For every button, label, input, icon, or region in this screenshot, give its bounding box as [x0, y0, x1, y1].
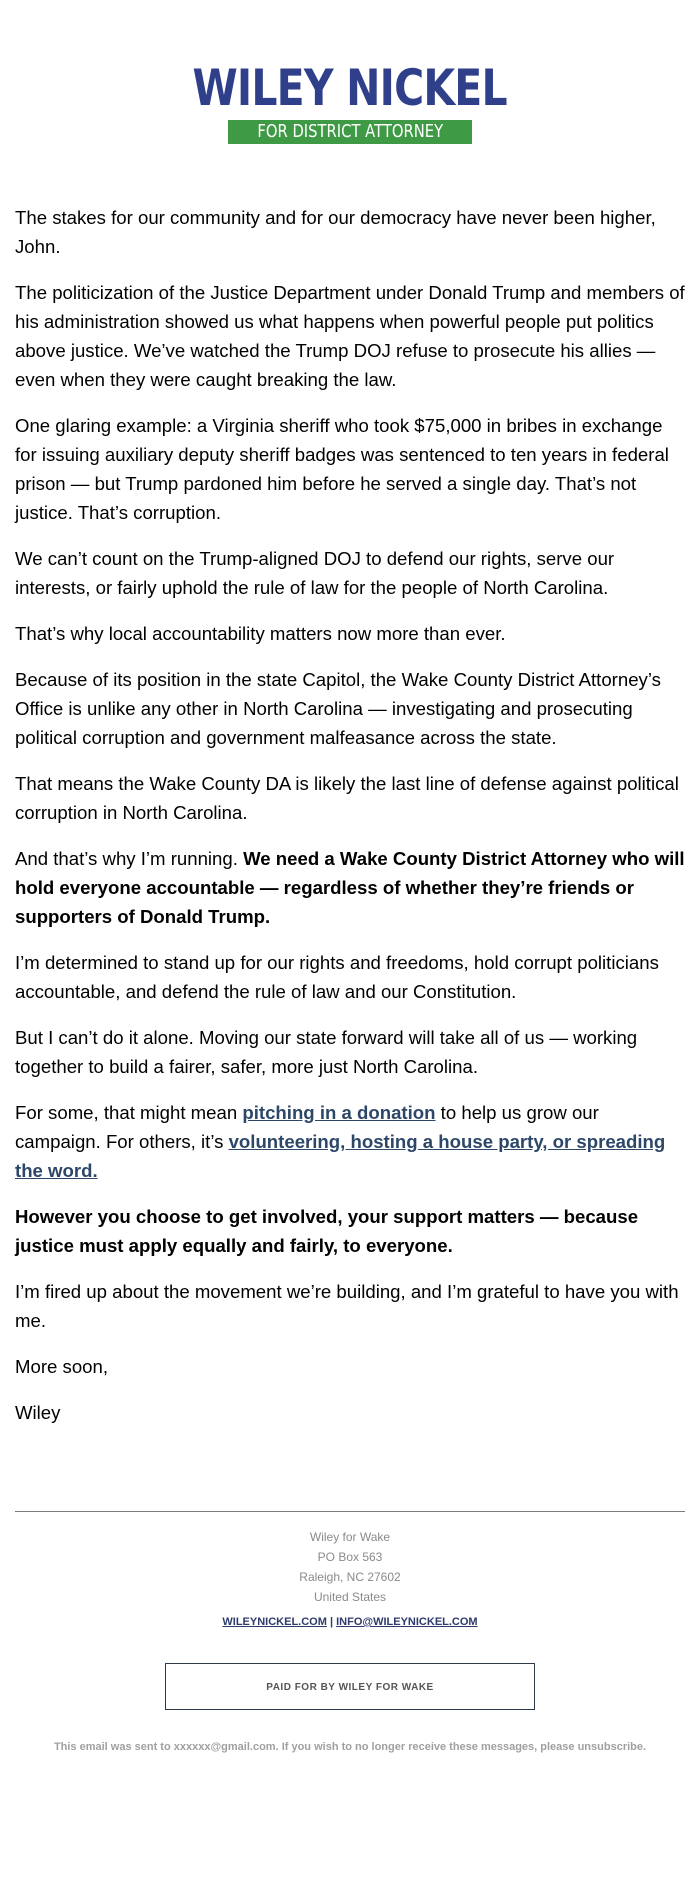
unsubscribe-notice[interactable]: This email was sent to xxxxxx@gmail.com. If you wish to no longer receive these messages, please unsubscribe. [53, 1741, 647, 1753]
paragraph-1: The stakes for our community and for our democracy have never been higher, John. [15, 207, 656, 257]
footer-country: United States [313, 1590, 387, 1604]
paragraph-12-bold: However you choose to get involved, your support matters — because justice must apply equally and fairly, to everyone. [15, 1206, 639, 1256]
email-body [15, 203, 687, 1444]
footer-po-box: PO Box 563 [317, 1550, 383, 1564]
paragraph-11-text-a: For some, that might mean [15, 1102, 243, 1123]
paragraph-5: That’s why local accountability matters now more than ever. [15, 623, 506, 644]
donation-link[interactable]: pitching in a donation [242, 1102, 436, 1123]
paragraph-8-bold: We need a Wake County District Attorney who will hold everyone accountable — regardless of whether they’re friends or supporters of Donald Trump. [15, 848, 685, 927]
paragraph-3: One glaring example: a Virginia sheriff who took $75,000 in bribes in exchange for issuing auxiliary deputy sheriff badges was sentenced to ten years in federal prison — but Trump pardoned him before he served a single day. That’s not justice. That’s corruption. [15, 415, 669, 523]
footer-org: Wiley for Wake [309, 1530, 391, 1544]
paragraph-4: We can’t count on the Trump-aligned DOJ to defend our rights, serve our interests, or fairly uphold the rule of law for the people of North Carolina. [15, 548, 615, 598]
paragraph-10: But I can’t do it alone. Moving our state forward will take all of us — working together to build a fairer, safer, more just North Carolina. [15, 1027, 638, 1077]
footer-city: Raleigh, NC 27602 [299, 1570, 401, 1584]
paragraph-7: That means the Wake County DA is likely the last line of defense against political corruption in North Carolina. [15, 773, 679, 823]
paragraph-11 [15, 1098, 687, 1185]
signature: Wiley [15, 1402, 61, 1423]
website-link[interactable]: WILEYNICKEL.COM [222, 1616, 327, 1628]
logo-name: WILEY NICKEL [192, 59, 508, 117]
paragraph-9: I’m determined to stand up for our rights and freedoms, hold corrupt politicians accountable, and defend the rule of law and our Constitution. [15, 952, 659, 1002]
footer-divider [15, 1511, 685, 1512]
email-link[interactable]: INFO@WILEYNICKEL.COM [336, 1616, 478, 1628]
paragraph-12 [15, 1202, 687, 1260]
paragraph-8 [15, 844, 687, 931]
link-separator: | [329, 1616, 334, 1628]
paragraph-11-text-b: to help us grow our campaign. For others, it’s [15, 1102, 599, 1152]
paid-for-box: PAID FOR BY WILEY FOR WAKE [165, 1663, 535, 1710]
logo-tagline: FOR DISTRICT ATTORNEY [257, 121, 443, 142]
volunteer-link[interactable]: volunteering, hosting a house party, or spreading the word. [15, 1131, 666, 1181]
footer-address [0, 1527, 700, 1607]
sign-off: More soon, [15, 1356, 109, 1377]
footer-links [0, 1616, 700, 1628]
paragraph-8-text: And that’s why I’m running. [15, 848, 244, 869]
paragraph-2: The politicization of the Justice Department under Donald Trump and members of his administration showed us what happens when powerful people put politics above justice. We’ve watched the Trump DOJ refuse to prosecute his allies — even when they were caught breaking the law. [15, 282, 685, 390]
paragraph-6: Because of its position in the state Capitol, the Wake County District Attorney’s Office is unlike any other in North Carolina — investigating and prosecuting political corruption and government malfeasance across the state. [15, 669, 661, 748]
logo-tagline-banner [228, 120, 472, 144]
paragraph-13: I’m fired up about the movement we’re building, and I’m grateful to have you with me. [15, 1281, 679, 1331]
campaign-logo [0, 59, 700, 144]
